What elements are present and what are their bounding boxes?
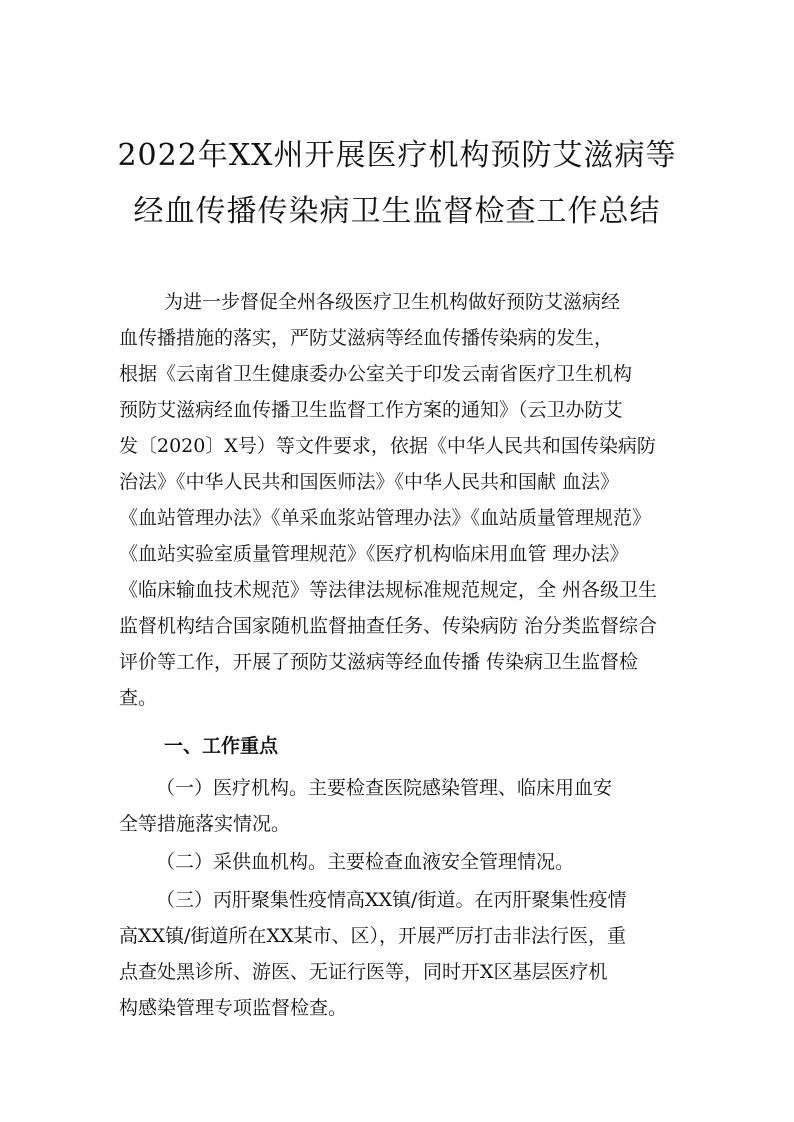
item-line: （一）医疗机构。主要检查医院感染管理、临床用血安	[156, 777, 613, 799]
intro-line: 《血站管理办法》《单采血浆站管理办法》《血站质量管理规范》	[119, 507, 652, 529]
intro-line: 评价等工作，开展了预防艾滋病等经血传播 传染病卫生监督检	[119, 651, 639, 673]
item-line: （三）丙肝聚集性疫情高XX镇/街道。在丙肝聚集性疫情	[156, 889, 627, 911]
intro-line: 《临床输血技术规范》等法律法规标准规范规定，全 州各级卫生	[119, 579, 658, 601]
intro-line: 治法》《中华人民共和国医师法》《中华人民共和国献 血法》	[119, 471, 620, 493]
intro-line: 为进一步督促全州各级医疗卫生机构做好预防艾滋病经	[164, 291, 621, 313]
intro-line: 根据《云南省卫生健康委办公室关于印发云南省医疗卫生机构	[119, 363, 633, 385]
intro-line: 《血站实验室质量管理规范》《医疗机构临床用血管 理办法》	[119, 543, 629, 565]
intro-line: 血传播措施的落实，严防艾滋病等经血传播传染病的发生，	[119, 327, 614, 349]
section-heading: 一、工作重点	[164, 735, 279, 757]
intro-line: 监督机构结合国家随机监督抽查任务、传染病防 治分类监督综合	[119, 615, 658, 637]
item-line: 点查处黑诊所、游医、无证行医等，同时开X区基层医疗机	[119, 961, 608, 983]
document-title-line-2: 经血传播传染病卫生监督检查工作总结	[133, 194, 661, 229]
intro-line: 查。	[119, 687, 158, 709]
item-line: 高XX镇/街道所在XX某市、区），开展严厉打击非法行医，重	[119, 925, 627, 947]
intro-line: 发〔2020〕X号）等文件要求，依据《中华人民共和国传染病防	[119, 435, 656, 457]
document-title-line-1: 2022年XX州开展医疗机构预防艾滋病等	[117, 138, 677, 173]
item-line: 全等措施落实情况。	[119, 813, 291, 835]
item-line: 构感染管理专项监督检查。	[119, 997, 348, 1019]
item-line: （二）采供血机构。主要检查血液安全管理情况。	[156, 851, 575, 873]
intro-line: 预防艾滋病经血传播卫生监督工作方案的通知》（云卫办防艾	[119, 399, 623, 421]
